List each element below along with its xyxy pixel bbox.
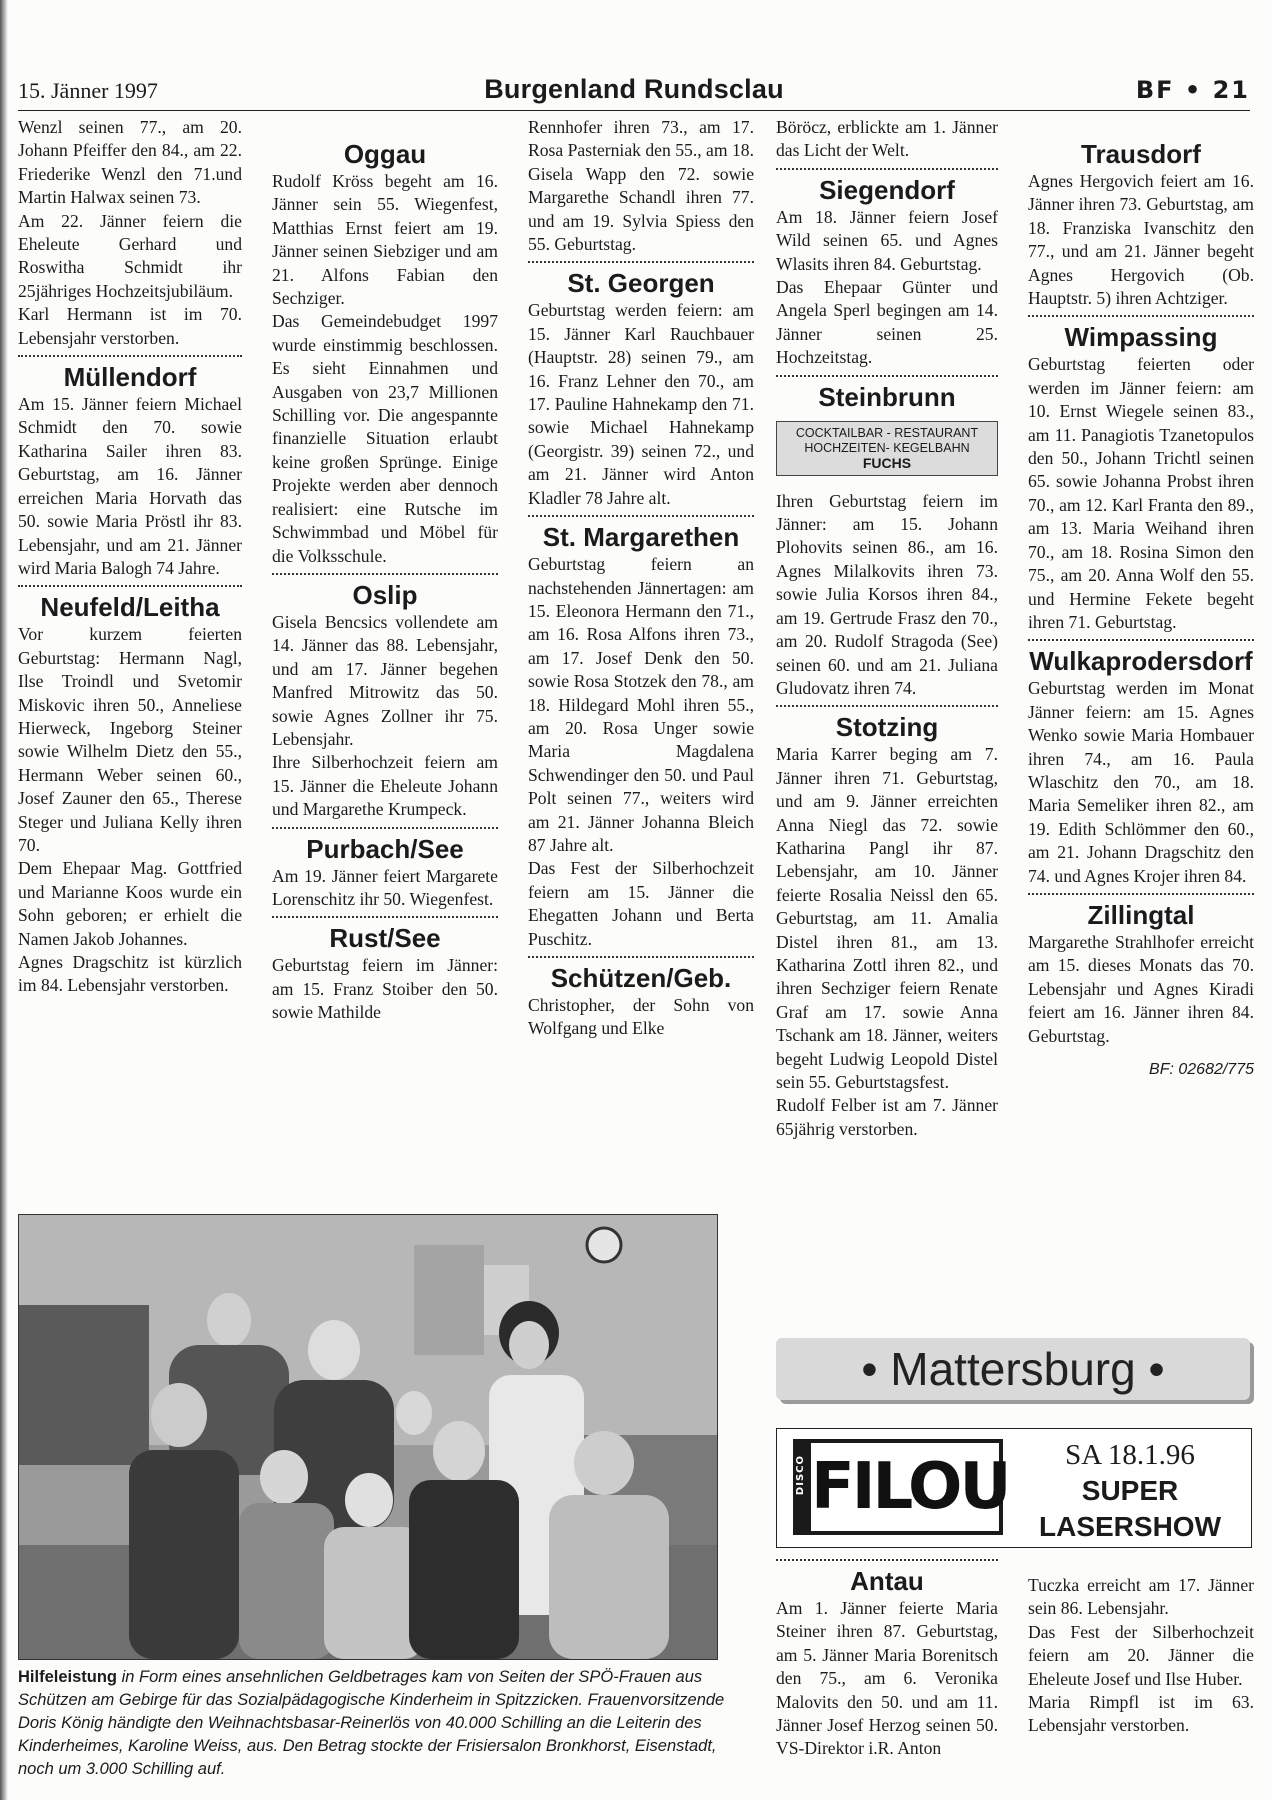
section-heading: Stotzing	[835, 712, 939, 743]
section-heading: Oggau	[343, 139, 427, 169]
paragraph: Maria Rimpfl ist im 63. Lebensjahr verstorben.	[1028, 1692, 1254, 1736]
section-heading: Purbach/See	[306, 833, 464, 864]
section-st-georgen	[528, 261, 754, 510]
paragraph: Am 19. Jänner feiert Margarete Lorenschitz ihr 50. Wiegenfest.	[272, 865, 498, 909]
section-heading: Wimpassing	[1064, 322, 1218, 353]
dotted-separator	[776, 168, 998, 170]
column-3	[528, 116, 754, 1041]
paragraph: Ihren Geburtstag feiern im Jänner: am 15. Johann Plohovits seinen 86., am 16. Agnes Milalkovits ihren 73. sowie Julia Korsos ihren 84., am 19. Gertrude Frasz den 70., am 20. Rudolf Stragoda (See) seinen 60. und am 21. Juliana Gludovatz ihren 74.	[776, 490, 998, 698]
dotted-separator	[776, 1559, 998, 1561]
dotted-separator	[776, 705, 998, 707]
paragraph: Gisela Bencsics vollendete am 14. Jänner das 88. Lebensjahr, und am 17. Jänner begehen Manfred Mitrowitz das 50. sowie Agnes Zollner ihr 75. Lebensjahr.	[272, 611, 498, 749]
dotted-separator	[18, 355, 242, 357]
column-2	[272, 138, 498, 1025]
author-credit: BF: 02682/775	[1149, 1061, 1254, 1078]
page-header	[18, 74, 1250, 111]
section-muellendorf	[18, 355, 242, 580]
ad-line: HOCHZEITEN- KEGELBAHN	[804, 440, 970, 455]
dotted-separator	[1028, 639, 1254, 641]
section-wimpassing	[1028, 315, 1254, 634]
paragraph: Geburtstag feiern im Jänner: am 15. Franz Stoiber den 50. sowie Mathilde	[272, 955, 498, 1023]
page-number: BF • 21	[1135, 76, 1250, 104]
filou-wordmark: FILOU	[811, 1443, 999, 1531]
news-photo	[18, 1214, 718, 1660]
section-heading: St. Georgen	[567, 268, 715, 299]
dotted-separator	[272, 827, 498, 829]
caption-lead: Hilfeleistung	[18, 1668, 118, 1686]
paragraph: Geburtstag feiern an nachstehenden Jännertagen: am 15. Eleonora Hermann den 71., am 16. Rosa Alfons ihren 73., am 17. Josef Denk den 50. sowie Rosa Stotzek den 78., am 18. Hildegard Mohl ihren 55., am 20. Rosa Unger sowie Maria Magdalena Schwendinger den 50. und Paul Polt seinen 77., weiters wird am 21. Jänner Johanna Bleich 87 Jahre alt.	[528, 554, 754, 855]
section-heading: Steinbrunn	[818, 381, 956, 412]
dotted-separator	[1028, 893, 1254, 895]
dotted-separator	[528, 956, 754, 958]
advertisement-filou	[776, 1428, 1252, 1548]
filou-event	[1017, 1437, 1243, 1545]
section-trausdorf	[1028, 138, 1254, 310]
paragraph: Geburtstag feierten oder werden im Jänner feiern: am 10. Ernst Wiegele seinen 83., am 11. Panagiotis Tzanetopulos den 50., Johann Trichtl seinen 65. sowie Johanna Probst ihren 70., am 12. Karl Franta den 89., am 13. Maria Weihand ihren 70., am 18. Rosina Simon den 75., am 20. Anna Wolf den 55. und Hermine Fekete begeht ihren 71. Geburtstag.	[1028, 354, 1254, 632]
disco-label: DISCO	[795, 1455, 806, 1496]
ad-line: COCKTAILBAR - RESTAURANT	[795, 425, 979, 440]
paragraph: Das Ehepaar Günter und Angela Sperl begingen am 14. Jänner seinen 25. Hochzeitstag.	[776, 277, 998, 368]
newspaper-title: Burgenland Rundsclau	[484, 74, 784, 104]
section-heading: Zillingtal	[1087, 899, 1195, 930]
paragraph: Agnes Dragschitz ist kürzlich im 84. Lebensjahr verstorben.	[18, 952, 242, 996]
column-5	[1028, 138, 1254, 1081]
section-heading: Wulkaprodersdorf	[1029, 646, 1253, 677]
paragraph: Rudolf Felber ist am 7. Jänner 65jährig verstorben.	[776, 1095, 998, 1139]
paragraph: Ihre Silberhochzeit feiern am 15. Jänner die Eheleute Johann und Margarethe Krumpeck.	[272, 752, 498, 820]
paragraph: Vor kurzem feierten Geburtstag: Hermann Nagl, Ilse Troindl und Svetomir Miskovic ihren 50., Anneliese Hierweck, Ingeborg Steiner sowie Wilhelm Dietz den 55., Hermann Weber seinen 60., Josef Zauner den 65., Therese Steger und Juliana Kelly ihren 70.	[18, 624, 242, 855]
section-heading: St. Margarethen	[542, 522, 740, 553]
section-heading: Antau	[850, 1566, 924, 1596]
column-antau-continued	[1028, 1574, 1254, 1738]
section-heading: Rust/See	[329, 923, 441, 954]
paragraph: Wenzl seinen 77., am 20. Johann Pfeiffer den 84., am 22. Friederike Wenzl den 71.und Martin Halwax seinen 73.	[18, 117, 242, 208]
dotted-separator	[776, 375, 998, 377]
section-neufeld-leitha	[18, 585, 242, 998]
dotted-separator	[528, 261, 754, 263]
section-rust-see	[272, 916, 498, 1024]
event-date: SA 18.1.96	[1065, 1439, 1195, 1471]
paragraph: Agnes Hergovich feiert am 16. Jänner ihren 73. Geburtstag, am 18. Franziska Ivanschitz den 77., und am 21. Jänner begeht Agnes Hergovich (Ob. Hauptstr. 5) ihren Achtziger.	[1028, 171, 1254, 309]
paragraph: Böröcz, erblickte am 1. Jänner das Licht der Welt.	[776, 117, 998, 161]
section-oslip	[272, 573, 498, 822]
section-zillingtal	[1028, 893, 1254, 1048]
event-line-1: SUPER	[1081, 1475, 1179, 1506]
dotted-separator	[272, 573, 498, 575]
section-stotzing	[776, 705, 998, 1141]
section-siegendorf	[776, 168, 998, 370]
paragraph: Rennhofer ihren 73., am 17. Rosa Pasterniak den 55., am 18. Gisela Wapp den 72. sowie Margarethe Schandl ihren 77. und am 19. Sylvia Spiess den 55. Geburtstag.	[528, 117, 754, 255]
dotted-separator	[272, 916, 498, 918]
filou-logo	[793, 1439, 1009, 1535]
dotted-separator	[18, 585, 242, 587]
paragraph: Geburtstag werden im Monat Jänner feiern: am 15. Agnes Wenko sowie Maria Hombauer ihren 74., am 16. Paula Wlaschitz den 70., am 18. Maria Semeliker ihren 82., am 19. Edith Schlömmer den 60., am 21. Johann Dragschitz den 74. und Agnes Krojer ihren 84.	[1028, 678, 1254, 886]
paragraph: Rudolf Kröss begeht am 16. Jänner sein 55. Wiegenfest, Matthias Ernst feiert am 19. Jänner seinen Siebziger und am 21. Alfons Fabian den Sechziger.	[272, 171, 498, 309]
paragraph: Maria Karrer beging am 7. Jänner ihren 71. Geburtstag, und am 9. Jänner erreichten Anna Niegl das 72. sowie Katharina Pangl ihr 87. Lebensjahr, am 10. Jänner feierte Rosalia Neissl den 65. Geburtstag, am 11. Amalia Distel ihren 81., am 13. Katharina Zottl ihren 82., und ihren Sechziger feiern Renate Graf am 17. sowie Anna Tschank am 18. Jänner, weiters begeht Ludwig Leopold Distel sein 55. Geburtstagsfest.	[776, 744, 998, 1092]
column-4	[776, 116, 998, 1141]
section-heading: Neufeld/Leitha	[40, 592, 220, 623]
paragraph: Am 18. Jänner feiern Josef Wild seinen 65. und Agnes Wlasits ihren 84. Geburtstag.	[776, 206, 998, 274]
paragraph: Am 1. Jänner feierte Maria Steiner ihren 87. Geburtstag, am 5. Jänner Maria Borenitsch den 75., am 6. Veronika Malovits den 50. und am 11. Jänner Josef Herzog seinen 50. VS-Direktor i.R. Anton	[776, 1598, 998, 1759]
paragraph: Das Gemeindebudget 1997 wurde einstimmig beschlossen. Es sieht Einnahmen und Ausgaben von 23,7 Millionen Schilling vor. Die angespannte finanzielle Situation erlaubt keine großen Sprünge. Einige Projekte werden aber dennoch realisiert: eine Rutsche im Schwimmbad und Möbel für die Volksschule.	[272, 311, 498, 566]
paragraph: Karl Hermann ist im 70. Lebensjahr verstorben.	[18, 304, 242, 348]
paragraph: Am 22. Jänner feiern die Eheleute Gerhard und Roswitha Schmidt ihr 25jähriges Hochzeitsjubiläum.	[18, 210, 242, 301]
caption-text: in Form eines ansehnlichen Geldbetrages kam von Seiten der SPÖ-Frauen aus Schützen am Gebirge für das Sozialpädagogische Kinderheim in Spitzzicken. Frauenvorsitzende Doris König händigte den Weihnachtsbasar-Reinerlös von 40.000 Schilling an die Leiterin des Kinderheimes, Karoline Weiss, aus. Den Betrag stockte der Frisiersalon Bronkhorst, Eisenstadt, noch um 3.000 Schilling auf.	[18, 1668, 725, 1778]
section-heading: Oslip	[352, 579, 418, 610]
section-heading: Schützen/Geb.	[550, 963, 732, 993]
section-schuetzen-geb	[528, 956, 754, 1041]
column-1	[18, 116, 242, 998]
paragraph: Am 15. Jänner feiern Michael Schmidt den 70. sowie Katharina Sailer ihren 83. Geburtstag, am 16. Jänner erreichen Maria Horvath das 50. sowie Maria Pröstl ihr 83. Lebensjahr, und am 21. Jänner wird Maria Balogh 74 Jahre.	[18, 394, 242, 578]
event-line-2: LASERSHOW	[1039, 1511, 1221, 1542]
section-st-margarethen	[528, 515, 754, 951]
ad-name: FUCHS	[862, 454, 912, 471]
paragraph: Geburtstag werden feiern: am 15. Jänner Karl Rauchbauer (Hauptstr. 28) seinen 79., am 16. Franz Lehner den 70., am 17. Pauline Hahnekamp den 71. sowie Michael Hahnekamp (Georgistr. 39) seinen 72., und am 21. Jänner wird Anton Kladler 78 Jahre alt.	[528, 300, 754, 508]
photo-caption	[18, 1666, 754, 1781]
region-banner-mattersburg: • Mattersburg •	[776, 1338, 1250, 1400]
section-oggau	[272, 138, 498, 568]
paragraph: Dem Ehepaar Mag. Gottfried und Marianne Koos wurde ein Sohn geboren; er erhielt die Namen Jakob Johannes.	[18, 858, 242, 949]
dotted-separator	[1028, 315, 1254, 317]
page-binding-edge	[0, 0, 8, 1800]
section-heading: Siegendorf	[819, 174, 955, 205]
photo-illustration	[19, 1215, 717, 1659]
issue-date: 15. Jänner 1997	[18, 78, 158, 103]
section-steinbrunn	[776, 375, 998, 701]
section-heading: Trausdorf	[1081, 139, 1201, 169]
paragraph: Tuczka erreicht am 17. Jänner sein 86. Lebensjahr.	[1028, 1575, 1254, 1619]
paragraph: Das Fest der Silberhochzeit feiern am 20. Jänner die Eheleute Josef und Ilse Huber.	[1028, 1621, 1254, 1689]
section-purbach-see	[272, 827, 498, 912]
section-heading: Müllendorf	[63, 362, 197, 393]
section-wulkaprodersdorf	[1028, 639, 1254, 888]
paragraph: Margarethe Strahlhofer erreicht am 15. dieses Monats das 70. Lebensjahr und Agnes Kiradi feiert am 16. Jänner ihren 84. Geburtstag.	[1028, 931, 1254, 1046]
section-antau	[776, 1565, 998, 1761]
column-antau	[776, 1554, 998, 1761]
paragraph: Christopher, der Sohn von Wolfgang und Elke	[528, 995, 754, 1039]
dotted-separator	[528, 515, 754, 517]
paragraph: Das Fest der Silberhochzeit feiern am 15. Jänner die Ehegatten Johann und Berta Puschitz.	[528, 858, 754, 949]
advertisement-fuchs	[776, 421, 998, 476]
